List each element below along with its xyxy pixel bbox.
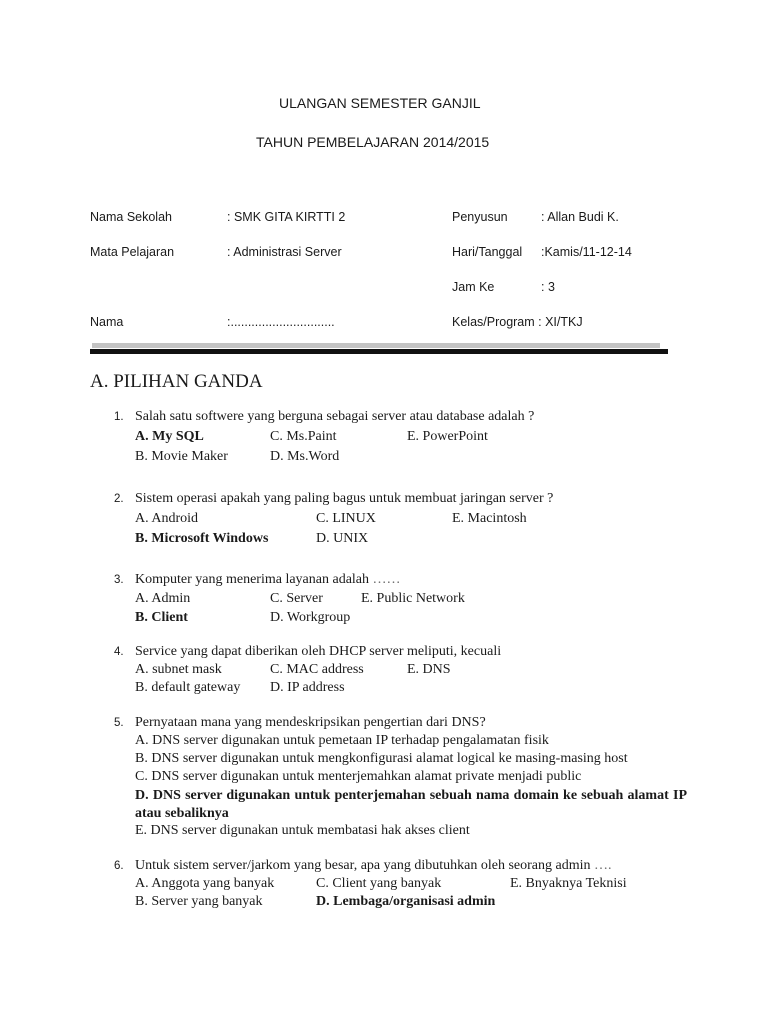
name-label: Nama <box>90 315 124 329</box>
question-text: Komputer yang menerima layanan adalah <box>135 572 370 587</box>
option-b: B. Server yang banyak <box>135 894 263 909</box>
exam-title: ULANGAN SEMESTER GANJIL <box>279 95 481 111</box>
question-4 <box>110 644 690 698</box>
question-text: Sistem operasi apakah yang paling bagus untuk membuat jaringan server ? <box>135 491 554 506</box>
option-d: D. UNIX <box>316 531 369 546</box>
school-value: : SMK GITA KIRTTI 2 <box>227 210 346 224</box>
option-d: D. Workgroup <box>270 610 351 625</box>
author-value: : Allan Budi K. <box>541 210 619 224</box>
option-b: B. Microsoft Windows <box>135 531 269 546</box>
option-b: B. DNS server digunakan untuk mengkonfigurasi alamat logical ke masing-masing host <box>135 751 628 766</box>
option-a: A. My SQL <box>135 429 204 444</box>
question-number: 3. <box>114 574 124 586</box>
name-value: :.............................. <box>227 315 335 329</box>
option-e: E. DNS <box>407 662 451 677</box>
section-heading: A. PILIHAN GANDA <box>90 371 263 392</box>
period-value: : 3 <box>541 280 555 294</box>
period-label: Jam Ke <box>452 280 495 294</box>
option-e: E. Bnyaknya Teknisi <box>510 876 627 891</box>
date-label: Hari/Tanggal <box>452 245 523 259</box>
option-c: C. Client yang banyak <box>316 876 442 891</box>
option-d: D. DNS server digunakan untuk penterjemahan sebuah nama domain ke sebuah alamat IP atau sebaliknya <box>135 788 687 821</box>
option-c: C. DNS server digunakan untuk menterjemahkan alamat private menjadi public <box>135 769 582 784</box>
question-6 <box>110 858 690 912</box>
question-1 <box>110 409 690 469</box>
option-c: C. MAC address <box>270 662 364 677</box>
option-d: D. IP address <box>270 680 345 695</box>
option-e: E. Public Network <box>361 591 465 606</box>
question-number: 1. <box>114 411 124 423</box>
question-text: Service yang dapat diberikan oleh DHCP server meliputi, kecuali <box>135 644 502 659</box>
author-label: Penyusun <box>452 210 508 224</box>
question-3 <box>110 572 690 629</box>
divider-line <box>90 349 668 354</box>
subject-label: Mata Pelajaran <box>90 245 175 259</box>
option-c: C. LINUX <box>316 511 376 526</box>
question-number: 2. <box>114 493 124 505</box>
answer-blank: …. <box>594 858 612 873</box>
option-e: E. Macintosh <box>452 511 527 526</box>
academic-year-title: TAHUN PEMBELAJARAN 2014/2015 <box>256 134 490 150</box>
option-b: B. default gateway <box>135 680 241 695</box>
question-number: 5. <box>114 717 124 729</box>
question-number: 4. <box>114 646 124 658</box>
date-value: :Kamis/11-12-14 <box>541 245 632 259</box>
option-b: B. Movie Maker <box>135 449 228 464</box>
question-2 <box>110 491 690 551</box>
answer-blank: …… <box>372 572 401 587</box>
option-e: E. PowerPoint <box>407 429 488 444</box>
question-number: 6. <box>114 860 124 872</box>
option-a: A. Android <box>135 511 198 526</box>
option-c: C. Ms.Paint <box>270 429 337 444</box>
question-text: Salah satu softwere yang berguna sebagai server atau database adalah ? <box>135 409 535 424</box>
subject-value: : Administrasi Server <box>227 245 342 259</box>
option-c: C. Server <box>270 591 323 606</box>
divider-shadow <box>92 343 660 348</box>
option-a: A. subnet mask <box>135 662 222 677</box>
class-program: Kelas/Program : XI/TKJ <box>452 315 583 329</box>
question-text: Pernyataan mana yang mendeskripsikan pengertian dari DNS? <box>135 715 486 730</box>
option-a: A. Anggota yang banyak <box>135 876 275 891</box>
option-e: E. DNS server digunakan untuk membatasi hak akses client <box>135 823 470 838</box>
question-5 <box>110 715 690 841</box>
option-a: A. Admin <box>135 591 191 606</box>
question-text: Untuk sistem server/jarkom yang besar, apa yang dibutuhkan oleh seorang admin <box>135 858 591 873</box>
option-d: D. Ms.Word <box>270 449 340 464</box>
option-a: A. DNS server digunakan untuk pemetaan IP terhadap pengalamatan fisik <box>135 733 549 748</box>
school-label: Nama Sekolah <box>90 210 172 224</box>
option-d: D. Lembaga/organisasi admin <box>316 894 496 909</box>
option-b: B. Client <box>135 610 188 625</box>
